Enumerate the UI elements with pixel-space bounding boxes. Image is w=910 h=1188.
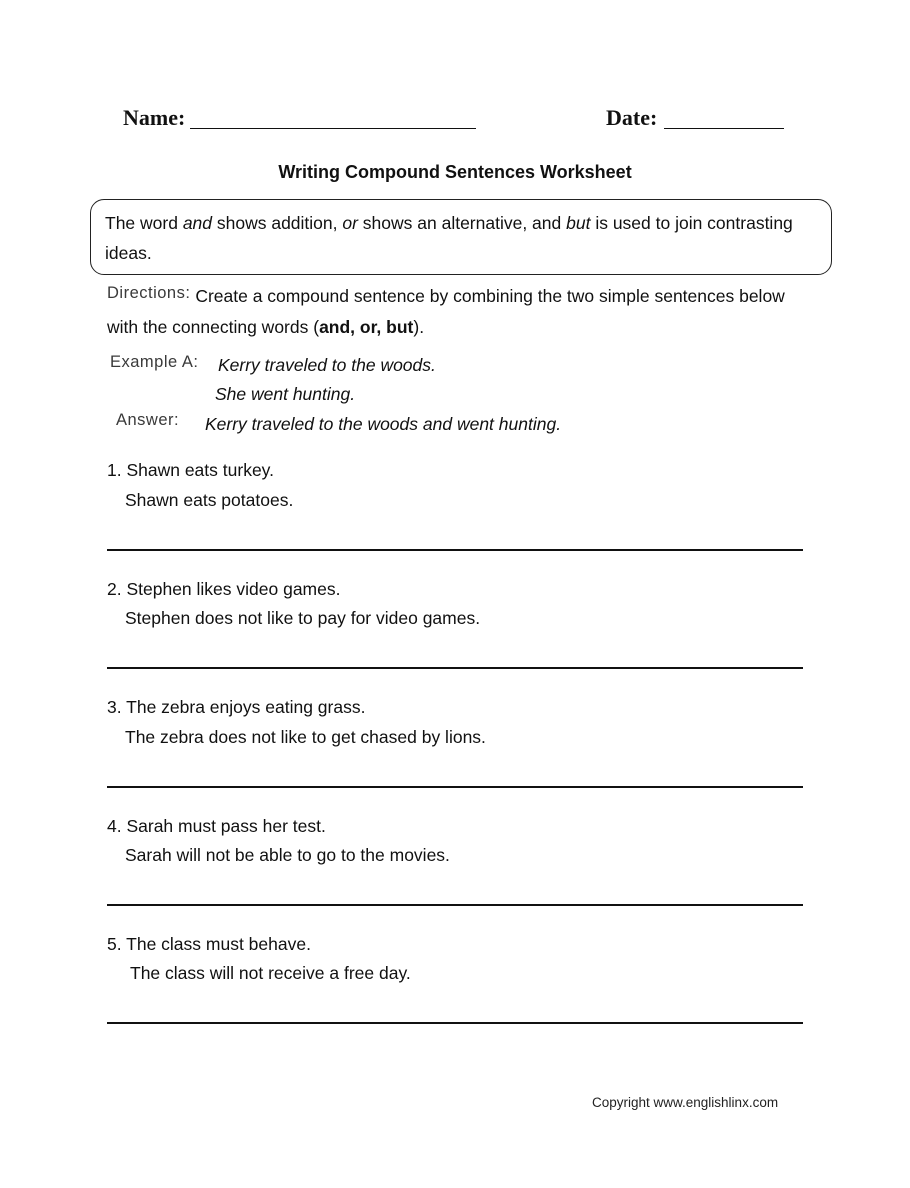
worksheet-title: Writing Compound Sentences Worksheet (278, 162, 632, 182)
info-text: shows an alternative, and (357, 213, 567, 233)
info-text: shows addition, (212, 213, 343, 233)
example-sentence-1: Kerry traveled to the woods. (218, 355, 436, 375)
directions-words: and, or, but (319, 317, 414, 337)
answer-line-4[interactable] (107, 904, 803, 906)
answer-label: Answer: (116, 411, 180, 429)
question-2-line-1: 2. Stephen likes video games. (107, 579, 341, 599)
name-label: Name: (123, 105, 186, 130)
info-text: The word (105, 213, 183, 233)
example-answer: Kerry traveled to the woods and went hunting. (205, 414, 562, 434)
question-5-line-2: The class will not receive a free day. (130, 963, 411, 983)
date-field[interactable] (664, 128, 784, 129)
answer-line-2[interactable] (107, 667, 803, 669)
question-1-line-2: Shawn eats potatoes. (125, 490, 294, 510)
copyright: Copyright www.englishlinx.com (592, 1095, 779, 1110)
info-word-but: but (566, 213, 591, 233)
name-field[interactable] (190, 128, 476, 129)
example-label: Example A: (110, 353, 199, 371)
info-text: is used to join contrasting ideas. (105, 213, 793, 263)
example-sentence-2: She went hunting. (215, 384, 356, 404)
directions (107, 281, 807, 342)
info-word-and: and (182, 213, 213, 233)
date-label: Date: (606, 105, 658, 130)
directions-label: Directions: (107, 284, 191, 302)
info-word-or: or (342, 213, 358, 233)
directions-text: Create a compound sentence by combining the two simple sentences below with the connecting words ( (107, 286, 785, 337)
question-3-line-2: The zebra does not like to get chased by lions. (125, 727, 486, 747)
question-4-line-2: Sarah will not be able to go to the movies. (125, 845, 450, 865)
question-3-line-1: 3. The zebra enjoys eating grass. (107, 697, 366, 717)
directions-end: ). (413, 317, 425, 337)
answer-line-1[interactable] (107, 549, 803, 551)
question-2-line-2: Stephen does not like to pay for video games. (125, 608, 481, 628)
question-5-line-1: 5. The class must behave. (107, 934, 311, 954)
question-1-line-1: 1. Shawn eats turkey. (107, 460, 274, 480)
answer-line-3[interactable] (107, 786, 803, 788)
question-4-line-1: 4. Sarah must pass her test. (107, 816, 326, 836)
answer-line-5[interactable] (107, 1022, 803, 1024)
info-box (90, 199, 832, 275)
